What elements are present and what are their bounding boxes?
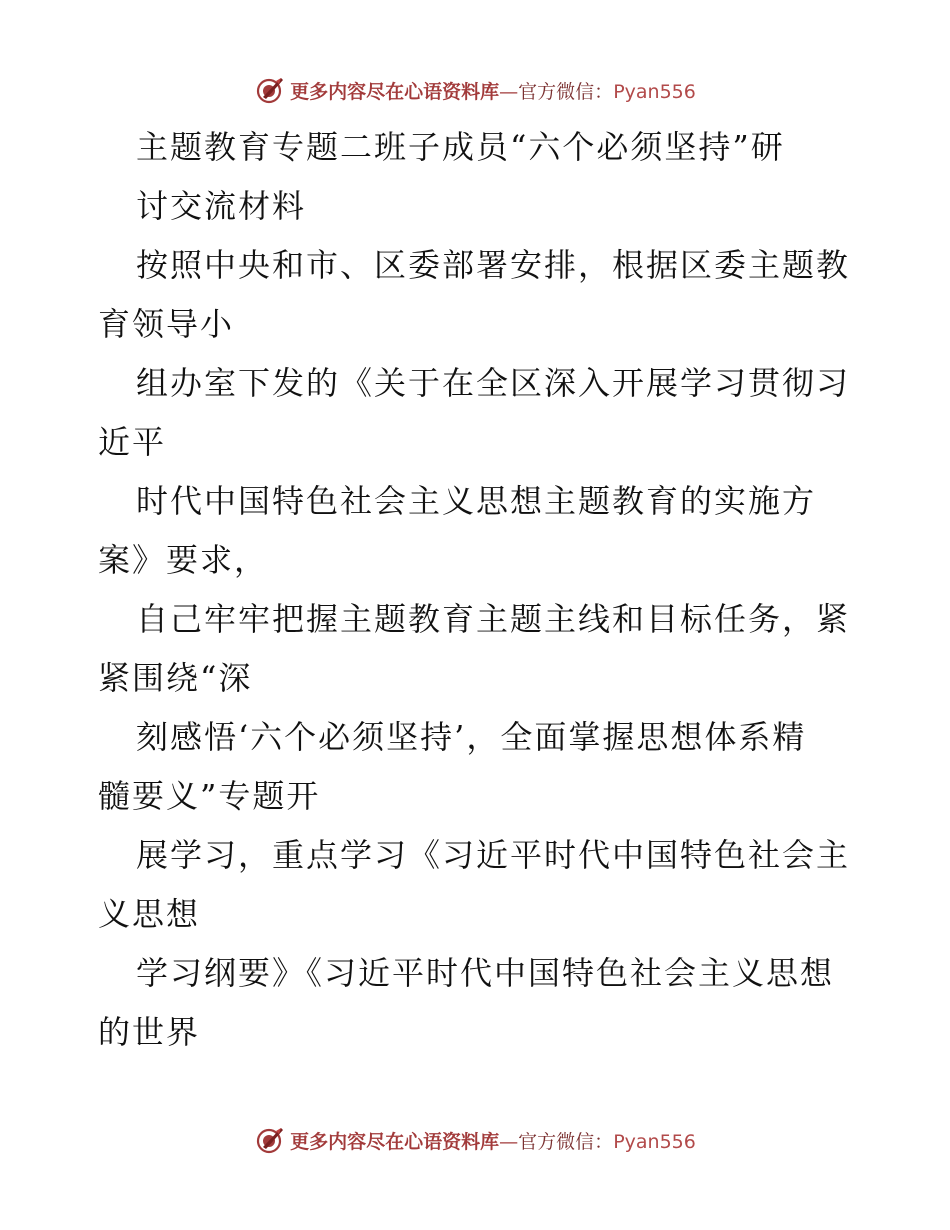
banner-wechat-label: 官方微信： bbox=[518, 80, 614, 103]
doc-line: 组办室下发的《关于在全区深入开展学习贯彻习 bbox=[136, 364, 851, 402]
doc-line: 自己牢牢把握主题教育主题主线和目标任务，紧 bbox=[136, 600, 851, 638]
doc-line: 讨交流材料 bbox=[136, 187, 307, 225]
doc-line: 刻感悟‘六个必须坚持’，全面掌握思想体系精 bbox=[136, 718, 807, 756]
doc-line: 紧围绕“深 bbox=[98, 659, 253, 697]
doc-line: 案》要求， bbox=[98, 541, 269, 579]
banner-dash: — bbox=[499, 1130, 519, 1153]
doc-line: 时代中国特色社会主义思想主题教育的实施方 bbox=[136, 482, 817, 520]
header-banner bbox=[0, 70, 950, 110]
banner-brand: 更多内容尽在心语资料库 bbox=[290, 80, 500, 103]
doc-line: 近平 bbox=[98, 423, 167, 461]
doc-line: 主题教育专题二班子成员“六个必须坚持”研 bbox=[136, 128, 785, 166]
banner-brand: 更多内容尽在心语资料库 bbox=[290, 1130, 500, 1153]
header-banner-text bbox=[290, 77, 696, 104]
doc-line: 学习纲要》《习近平时代中国特色社会主义思想 bbox=[136, 954, 835, 992]
doc-line: 育领导小 bbox=[98, 305, 235, 343]
header-banner-content bbox=[254, 75, 696, 105]
banner-wechat-id: Pyan556 bbox=[613, 1130, 696, 1153]
doc-line: 义思想 bbox=[98, 895, 201, 933]
doc-line: 按照中央和市、区委部署安排，根据区委主题教 bbox=[136, 246, 851, 284]
doc-line: 展学习，重点学习《习近平时代中国特色社会主 bbox=[136, 836, 851, 874]
doc-line: 髓要义”专题开 bbox=[98, 777, 321, 815]
footer-banner-text bbox=[290, 1127, 696, 1154]
quill-pen-logo-icon bbox=[254, 1125, 284, 1155]
footer-banner bbox=[0, 1120, 950, 1160]
document-body bbox=[98, 118, 858, 1062]
quill-pen-logo-icon bbox=[254, 75, 284, 105]
banner-wechat-label: 官方微信： bbox=[518, 1130, 614, 1153]
banner-wechat-id: Pyan556 bbox=[613, 80, 696, 103]
footer-banner-content bbox=[254, 1125, 696, 1155]
doc-line: 的世界 bbox=[98, 1013, 201, 1051]
banner-dash: — bbox=[499, 80, 519, 103]
